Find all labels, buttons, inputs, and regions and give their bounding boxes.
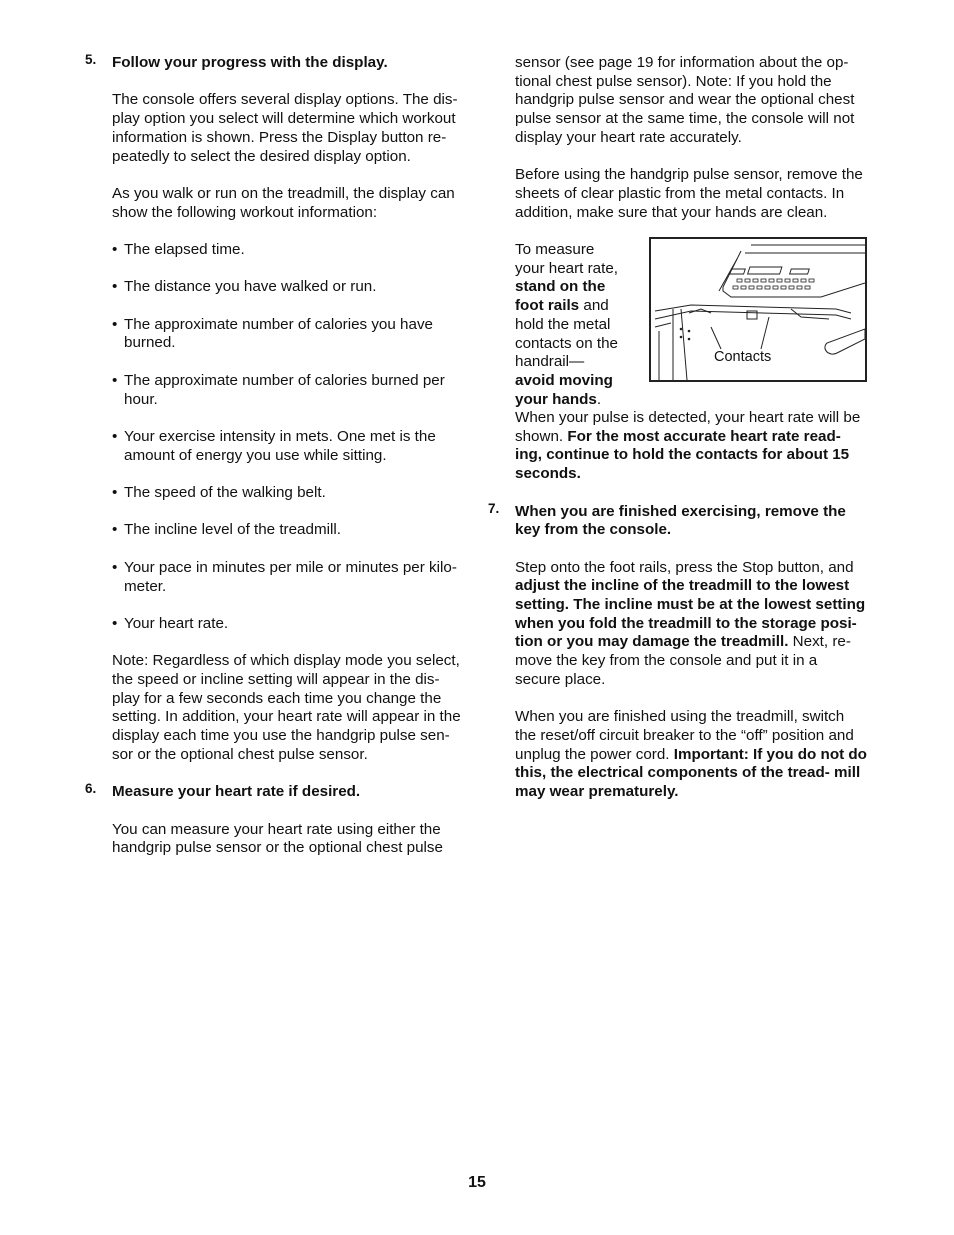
list-item: • The distance you have walked or run. xyxy=(112,278,377,296)
step-6-paragraph-1-continued: sensor (see page 19 for information about the op- tional chest pulse sensor). Note: If you hold the handgrip pulse sensor and wear the optional chest pulse sensor at the same time, the console will not display your heart rate accurately. xyxy=(515,54,855,146)
step-6-heading-row xyxy=(85,781,468,802)
step-5-note: Note: Regardless of which display mode you select, the speed or incline setting will appear in the dis- play for a few seconds each time you change the setting. In addition, your heart rate will appear in the display each time you use the handgrip pulse sen- sor or the optional chest pulse sensor. xyxy=(112,652,461,763)
list-item: • Your pace in minutes per mile or minutes per kilo- meter. xyxy=(112,558,457,595)
list-item: • Your heart rate. xyxy=(112,614,229,632)
step-7-paragraph-1: Step onto the foot rails, press the Stop button, and adjust the incline of the treadmill to the lowest setting. The incline must be at the lowest setting when you fold the treadmill to the storage posi- tion or you may damage the treadmill. Next, re- move the key from the console and put it in a secure place. xyxy=(515,558,866,688)
step-6-number: 6. xyxy=(85,781,97,797)
handrail-contacts-illustration xyxy=(649,237,867,382)
step-6-paragraph-2: Before using the handgrip pulse sensor, remove the sheets of clear plastic from the metal contacts. In addition, make sure that your hands are clean. xyxy=(515,166,863,221)
list-item: • Your exercise intensity in mets. One met is the amount of energy you use while sitting. xyxy=(112,427,436,464)
list-item: • The approximate number of calories burned per hour. xyxy=(112,371,445,408)
list-item: • The approximate number of calories you have burned. xyxy=(112,315,433,352)
step-6-paragraph-1: You can measure your heart rate using either the handgrip pulse sensor or the optional chest pulse xyxy=(112,820,443,857)
heart-rate-figure-block xyxy=(515,241,867,409)
step-5-heading: Follow your progress with the display. xyxy=(112,54,388,71)
step-7-number: 7. xyxy=(488,500,500,516)
contacts-label: Contacts xyxy=(714,349,772,365)
list-item: • The speed of the walking belt. xyxy=(112,484,326,502)
left-column xyxy=(85,52,468,877)
page-number: 15 xyxy=(468,1174,486,1191)
step-6-heading: Measure your heart rate if desired. xyxy=(112,783,361,801)
step-5-paragraph-2: As you walk or run on the treadmill, the display can show the following workout information: xyxy=(112,184,455,221)
step-6-pulse-detected: When your pulse is detected, your heart rate will be shown. For the most accurate heart rate read- ing, continue to hold the contacts for about 15 seconds. xyxy=(515,409,861,483)
list-item: • The incline level of the treadmill. xyxy=(112,521,341,539)
list-item: • The elapsed time. xyxy=(112,240,245,258)
step-5-number: 5. xyxy=(85,52,97,67)
measure-instructions: To measure your heart rate, stand on the foot rails and hold the metal contacts on the handrail— avoid moving your hands. xyxy=(515,241,619,408)
step-7-heading-row xyxy=(488,500,867,540)
step-5-heading-row xyxy=(85,52,468,73)
right-column xyxy=(488,54,867,820)
workout-info-list xyxy=(112,241,468,634)
step-7-heading: When you are finished exercising, remove the key from the console. xyxy=(515,502,846,539)
step-7-paragraph-2: When you are finished using the treadmill, switch the reset/off circuit breaker to the “off” position and unplug the power cord. Important: If you do not do this, the electrical components of the tread- mill may wear prematurely. xyxy=(515,708,867,801)
step-5-paragraph-1: The console offers several display options. The dis- play option you select will determine which workout information is shown. Press the Display button re- peatedly to select the desired display option. xyxy=(112,91,458,165)
